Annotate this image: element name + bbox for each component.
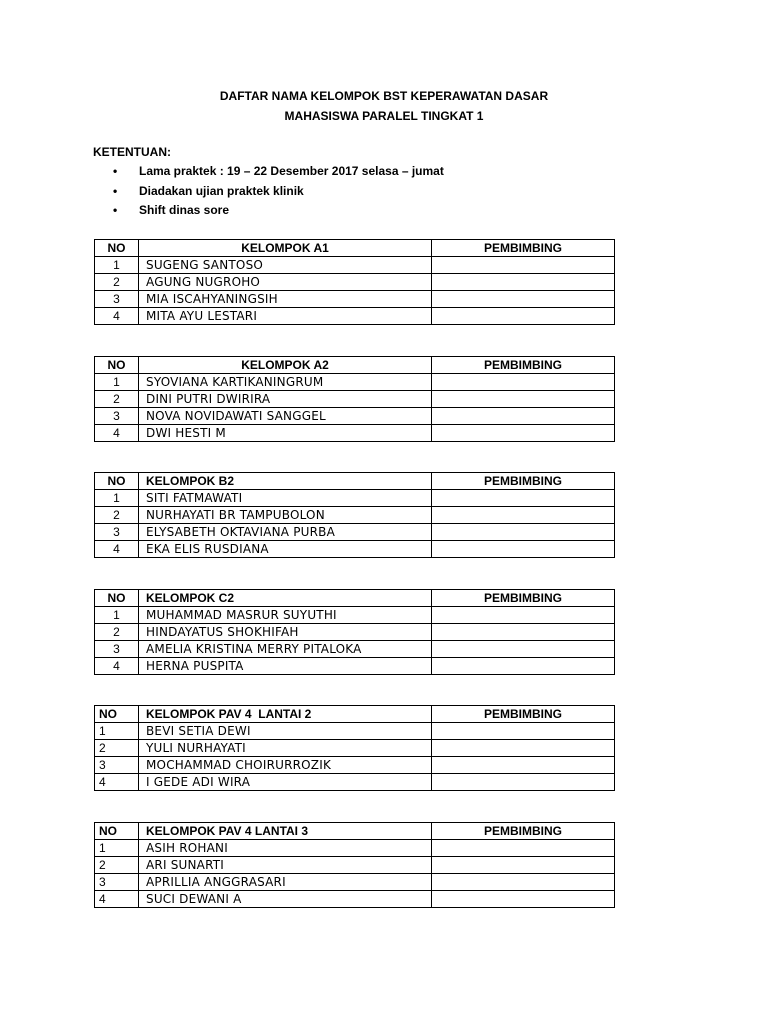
table-header-row [95, 823, 615, 840]
pembimbing-cell [432, 507, 615, 524]
pembimbing-cell [432, 408, 615, 425]
column-header-pembimbing: PEMBIMBING [432, 823, 615, 840]
row-number: 1 [95, 607, 139, 624]
table-row [95, 408, 615, 425]
table-row [95, 874, 615, 891]
row-number: 4 [95, 891, 139, 908]
member-name: MOCHAMMAD CHOIRURROZIK [139, 757, 432, 774]
document-subtitle: MAHASISWA PARALEL TINGKAT 1 [284, 109, 484, 123]
pembimbing-cell [432, 308, 615, 325]
table-header-row [95, 357, 615, 374]
pembimbing-cell [432, 490, 615, 507]
member-name: EKA ELIS RUSDIANA [139, 541, 432, 558]
table-row [95, 374, 615, 391]
pembimbing-cell [432, 840, 615, 857]
member-name: SITI FATMAWATI [139, 490, 432, 507]
group-table [94, 239, 615, 325]
table-row [95, 723, 615, 740]
member-name: SUCI DEWANI A [139, 891, 432, 908]
row-number: 3 [95, 291, 139, 308]
member-name: AMELIA KRISTINA MERRY PITALOKA [139, 641, 432, 658]
table-row [95, 308, 615, 325]
ketentuan-item [113, 162, 444, 182]
group-name-header: KELOMPOK A1 [139, 240, 432, 257]
pembimbing-cell [432, 874, 615, 891]
row-number: 3 [95, 408, 139, 425]
column-header-no: NO [95, 590, 139, 607]
table-row [95, 291, 615, 308]
table-row [95, 274, 615, 291]
row-number: 4 [95, 541, 139, 558]
column-header-no: NO [95, 473, 139, 490]
table-header-row [95, 706, 615, 723]
pembimbing-cell [432, 740, 615, 757]
member-name: DWI HESTI M [139, 425, 432, 442]
table-row [95, 840, 615, 857]
pembimbing-cell [432, 607, 615, 624]
table-row [95, 507, 615, 524]
table-header-row [95, 473, 615, 490]
row-number: 1 [95, 723, 139, 740]
pembimbing-cell [432, 257, 615, 274]
row-number: 4 [95, 774, 139, 791]
pembimbing-cell [432, 658, 615, 675]
table-row [95, 774, 615, 791]
table-row [95, 524, 615, 541]
member-name: MITA AYU LESTARI [139, 308, 432, 325]
row-number: 3 [95, 641, 139, 658]
ketentuan-item-text: Shift dinas sore [139, 203, 230, 217]
table-row [95, 857, 615, 874]
group-name-header: KELOMPOK B2 [139, 473, 432, 490]
pembimbing-cell [432, 774, 615, 791]
member-name: SYOVIANA KARTIKANINGRUM [139, 374, 432, 391]
member-name: ASIH ROHANI [139, 840, 432, 857]
bullet-icon: • [113, 164, 118, 178]
column-header-pembimbing: PEMBIMBING [432, 706, 615, 723]
group-table [94, 356, 615, 442]
table-header-row [95, 240, 615, 257]
document-title: DAFTAR NAMA KELOMPOK BST KEPERAWATAN DASAR [219, 89, 549, 103]
table-row [95, 490, 615, 507]
group-table [94, 822, 615, 908]
row-number: 2 [95, 857, 139, 874]
member-name: NOVA NOVIDAWATI SANGGEL [139, 408, 432, 425]
pembimbing-cell [432, 541, 615, 558]
member-name: YULI NURHAYATI [139, 740, 432, 757]
ketentuan-item-text: Lama praktek : 19 – 22 Desember 2017 selasa – jumat [139, 164, 444, 178]
ketentuan-list [113, 162, 444, 221]
row-number: 3 [95, 757, 139, 774]
column-header-pembimbing: PEMBIMBING [432, 473, 615, 490]
row-number: 4 [95, 308, 139, 325]
row-number: 2 [95, 274, 139, 291]
column-header-no: NO [95, 823, 139, 840]
row-number: 4 [95, 425, 139, 442]
table-row [95, 391, 615, 408]
group-name-header: KELOMPOK PAV 4 LANTAI 2 [139, 706, 432, 723]
table-header-row [95, 590, 615, 607]
ketentuan-item-text: Diadakan ujian praktek klinik [139, 183, 304, 198]
row-number: 2 [95, 624, 139, 641]
table-row [95, 740, 615, 757]
table-row [95, 891, 615, 908]
group-name-header: KELOMPOK C2 [139, 590, 432, 607]
ketentuan-item [113, 201, 444, 221]
pembimbing-cell [432, 291, 615, 308]
member-name: HINDAYATUS SHOKHIFAH [139, 624, 432, 641]
pembimbing-cell [432, 524, 615, 541]
column-header-pembimbing: PEMBIMBING [432, 240, 615, 257]
member-name: AGUNG NUGROHO [139, 274, 432, 291]
member-name: ARI SUNARTI [139, 857, 432, 874]
member-name: I GEDE ADI WIRA [139, 774, 432, 791]
row-number: 2 [95, 391, 139, 408]
table-row [95, 607, 615, 624]
pembimbing-cell [432, 391, 615, 408]
table-row [95, 658, 615, 675]
row-number: 1 [95, 840, 139, 857]
member-name: ELYSABETH OKTAVIANA PURBA [139, 524, 432, 541]
member-name: MIA ISCAHYANINGSIH [139, 291, 432, 308]
row-number: 1 [95, 257, 139, 274]
row-number: 3 [95, 524, 139, 541]
pembimbing-cell [432, 857, 615, 874]
column-header-pembimbing: PEMBIMBING [432, 357, 615, 374]
row-number: 1 [95, 374, 139, 391]
table-row [95, 257, 615, 274]
ketentuan-item [113, 182, 444, 202]
group-table [94, 589, 615, 675]
member-name: DINI PUTRI DWIRIRA [139, 391, 432, 408]
member-name: APRILLIA ANGGRASARI [139, 874, 432, 891]
member-name: NURHAYATI BR TAMPUBOLON [139, 507, 432, 524]
group-name-header: KELOMPOK PAV 4 LANTAI 3 [139, 823, 432, 840]
member-name: SUGENG SANTOSO [139, 257, 432, 274]
row-number: 4 [95, 658, 139, 675]
pembimbing-cell [432, 757, 615, 774]
column-header-no: NO [95, 706, 139, 723]
group-table [94, 705, 615, 791]
column-header-pembimbing: PEMBIMBING [432, 590, 615, 607]
pembimbing-cell [432, 723, 615, 740]
ketentuan-heading: KETENTUAN: [93, 145, 171, 159]
bullet-icon: • [113, 203, 118, 217]
row-number: 2 [95, 740, 139, 757]
column-header-no: NO [95, 240, 139, 257]
table-row [95, 757, 615, 774]
row-number: 1 [95, 490, 139, 507]
pembimbing-cell [432, 374, 615, 391]
member-name: BEVI SETIA DEWI [139, 723, 432, 740]
pembimbing-cell [432, 891, 615, 908]
table-row [95, 624, 615, 641]
pembimbing-cell [432, 641, 615, 658]
group-name-header: KELOMPOK A2 [139, 357, 432, 374]
table-row [95, 425, 615, 442]
row-number: 2 [95, 507, 139, 524]
member-name: MUHAMMAD MASRUR SUYUTHI [139, 607, 432, 624]
member-name: HERNA PUSPITA [139, 658, 432, 675]
group-table [94, 472, 615, 558]
pembimbing-cell [432, 274, 615, 291]
bullet-icon: • [113, 183, 118, 198]
pembimbing-cell [432, 624, 615, 641]
table-row [95, 541, 615, 558]
pembimbing-cell [432, 425, 615, 442]
table-row [95, 641, 615, 658]
column-header-no: NO [95, 357, 139, 374]
row-number: 3 [95, 874, 139, 891]
